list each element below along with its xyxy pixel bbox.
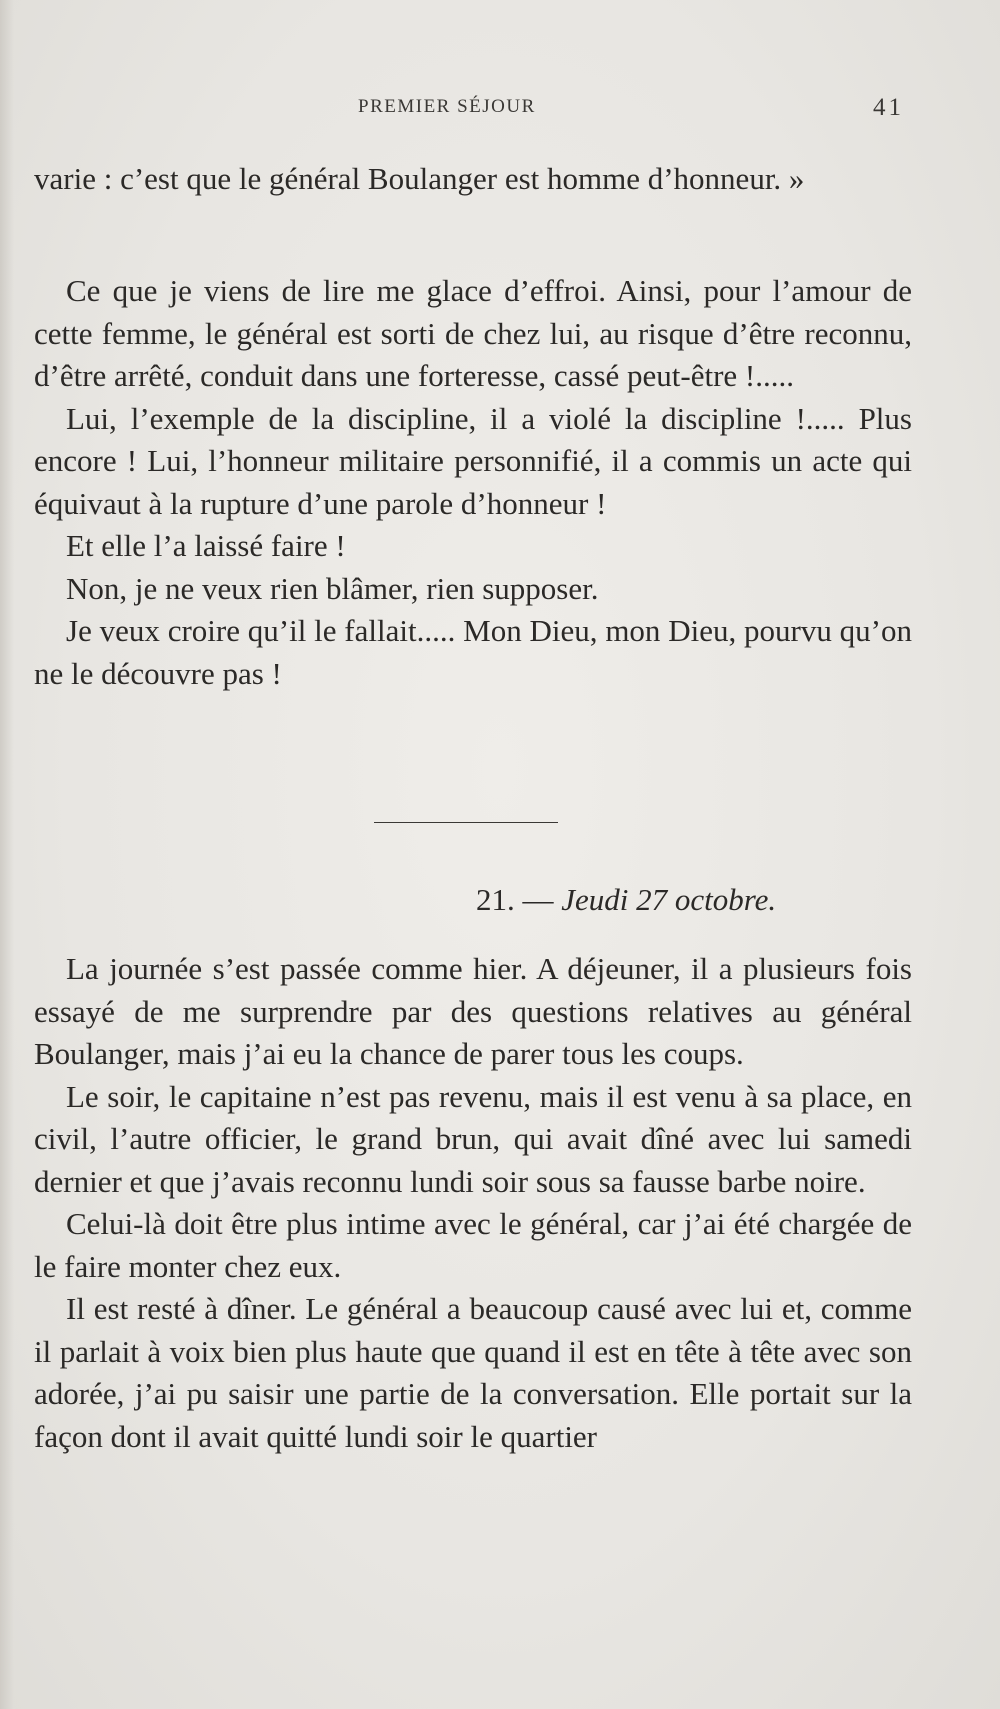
continued-paragraph-block [34, 158, 912, 201]
gutter-shadow [0, 0, 14, 1709]
paragraph: Lui, l’exemple de la discipline, il a violé la discipline !..... Plus encore ! Lui, l’honneur militaire personnifié, il a commis un acte qui équivaut à la rupture d’une parole d’honneur ! [34, 400, 912, 521]
diary-entry-heading [476, 882, 876, 918]
entry-paragraph-block [34, 948, 912, 1458]
paragraph: varie : c’est que le général Boulanger est homme d’honneur. » [34, 161, 805, 196]
paragraph: Le soir, le capitaine n’est pas revenu, mais il est venu à sa place, en civil, l’autre officier, le grand brun, qui avait dîné avec lui samedi dernier et que j’avais reconnu lundi soir sous sa fausse barbe noire. [34, 1078, 912, 1199]
running-head [0, 96, 1000, 126]
paragraph: Ce que je viens de lire me glace d’effroi. Ainsi, pour l’amour de cette femme, le général est sorti de chez lui, au risque d’être reconnu, d’être arrêté, conduit dans une forteresse, cassé peut-être !..... [34, 273, 912, 393]
main-paragraph-block [34, 270, 912, 695]
entry-date: Jeudi 27 octobre. [561, 882, 777, 917]
paragraph: Non, je ne veux rien blâmer, rien supposer. [66, 570, 599, 606]
running-head-title: PREMIER SÉJOUR [358, 96, 536, 117]
page-number: 41 [873, 94, 904, 121]
paragraph: Celui-là doit être plus intime avec le général, car j’ai été chargée de le faire monter chez eux. [34, 1206, 912, 1284]
paragraph: La journée s’est passée comme hier. A déjeuner, il a plusieurs fois essayé de me surprendre par des questions relatives au général Boulanger, mais j’ai eu la chance de parer tous les coups. [34, 951, 912, 1071]
paragraph: Je veux croire qu’il le fallait..... Mon Dieu, mon Dieu, pourvu qu’on ne le découvre pas ! [34, 613, 912, 691]
section-divider [374, 822, 558, 823]
paragraph: Et elle l’a laissé faire ! [66, 528, 346, 563]
entry-number: 21. — [476, 882, 554, 917]
paragraph: Il est resté à dîner. Le général a beaucoup causé avec lui et, comme il parlait à voix bien plus haute que quand il est en tête à tête avec son adorée, j’ai pu saisir une partie de la conversation. Elle portait sur la façon dont il avait quitté lundi soir le quartier [34, 1291, 912, 1454]
